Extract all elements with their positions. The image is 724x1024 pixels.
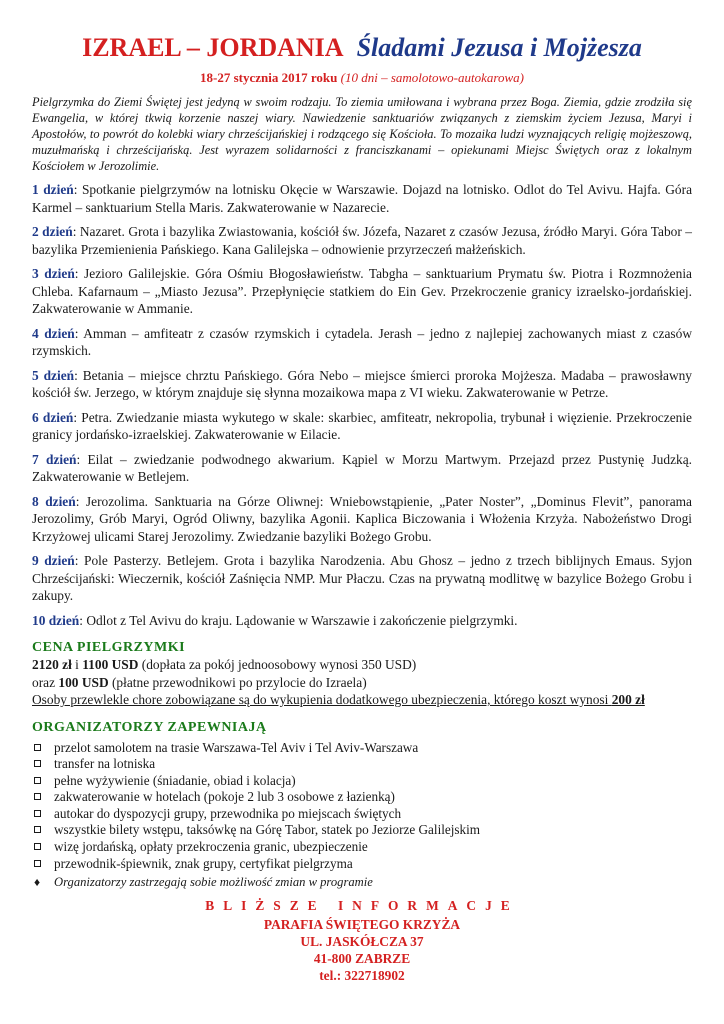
diamond-bullet-icon: ♦: [34, 875, 41, 890]
contact-city: 41-800 ZABRZE: [313, 951, 411, 967]
itinerary-day: [32, 612, 692, 630]
checkbox-bullet-icon: [34, 777, 41, 784]
list-item: [32, 789, 692, 806]
contact-parish: PARAFIA ŚWIĘTEGO KRZYŻA: [263, 917, 461, 933]
list-item-text: przewodnik-śpiewnik, znak grupy, certyfikat pielgrzyma: [54, 855, 353, 871]
price-insurance-line: [32, 691, 692, 709]
trip-dates: [32, 70, 692, 86]
day-label: 7 dzień: [32, 451, 77, 467]
itinerary: [32, 181, 692, 629]
price-guide-prefix: oraz: [32, 674, 59, 690]
checkbox-bullet-icon: [34, 826, 41, 833]
day-label: 10 dzień: [32, 612, 80, 628]
note-text: Organizatorzy zastrzegają sobie możliwość zmian w programie: [54, 875, 373, 890]
itinerary-day: [32, 325, 692, 360]
price-guide-note: (płatne przewodnikowi po przylocie do Izraela): [108, 674, 367, 690]
day-text: : Jezioro Galilejskie. Góra Ośmiu Błogosławieństw. Tabgha – sanktuarium Prymatu św. Piotra i Rozmnożenia Chleba. Kafarnaum – „Miasto Jezusa”. Przepłynięcie statkiem do Ein Gev. Przekroczenie granicy izraelsko-jordańskiej. Zakwaterowanie w Ammanie.: [32, 266, 692, 316]
price-conjunction: i: [71, 657, 83, 672]
day-text: : Odlot z Tel Avivu do kraju. Lądowanie w Warszawie i zakończenie pielgrzymki.: [79, 612, 518, 628]
itinerary-day: [32, 367, 692, 402]
list-item: [32, 822, 692, 839]
list-item-text: pełne wyżywienie (śniadanie, obiad i kolacja): [54, 772, 296, 788]
list-item: [32, 856, 692, 873]
list-item: [32, 740, 692, 757]
list-item: [32, 806, 692, 823]
contact-street: UL. JASKÓŁCZA 37: [300, 934, 424, 950]
day-label: 8 dzień: [32, 493, 76, 509]
title-main: IZRAEL – JORDANIA: [82, 33, 344, 62]
price-block: [32, 656, 692, 709]
itinerary-day: [32, 409, 692, 444]
itinerary-day: [32, 451, 692, 486]
day-label: 4 dzień: [32, 325, 75, 341]
organizers-heading: ORGANIZATORZY ZAPEWNIAJĄ: [32, 719, 267, 735]
day-text: : Petra. Zwiedzanie miasta wykutego w skale: skarbiec, amfiteatr, nekropolia, trybunał i więzienie. Przekroczenie granicy jordańsko-izraelskiej. Zakwaterowanie w Eilacie.: [32, 409, 692, 442]
day-label: 2 dzień: [32, 224, 73, 239]
checkbox-bullet-icon: [34, 860, 41, 867]
day-text: : Jerozolima. Sanktuaria na Górze Oliwnej: Wniebowstąpienie, „Pater Noster”, „Dominus Flevit”, panorama Jerozolimy, Grób Maryi, Ogród Oliwny, bazylika Agonii. Kaplica Biczowania i Włożenia Krzyża. Nabożeństwo Drogi Krzyżowej ulicami Starej Jerozolimy. Zwiedzanie bazyliki Bożego Grobu.: [32, 493, 693, 544]
day-text: : Nazaret. Grota i bazylika Zwiastowania, kościół św. Józefa, Nazaret z czasów Jezusa, źródło Maryi. Góra Tabor – bazylika Przemienienia Pańskiego. Kana Galilejska – odnowienie przyrzeczeń małżeńskich.: [32, 224, 692, 257]
day-text: : Amman – amfiteatr z czasów rzymskich i cytadela. Jerash – jedno z najlepiej zachowanych miast z czasów rzymskich.: [32, 325, 692, 358]
list-item-text: autokar do dyspozycji grupy, przewodnika po miejscach świętych: [54, 805, 402, 821]
price-usd: 1100 USD: [82, 657, 139, 672]
price-single-room: (dopłata za pokój jednoosobowy wynosi 350 USD): [138, 657, 417, 672]
program-change-note: [32, 874, 692, 891]
day-label: 3 dzień: [32, 266, 75, 281]
page-title: [32, 0, 692, 64]
day-text: : Spotkanie pielgrzymów na lotnisku Okęcie w Warszawie. Dojazd na lotnisko. Odlot do Tel Avivu. Hajfa. Góra Karmel – sanktuarium Stella Maris. Zakwaterowanie w Nazarecie.: [32, 182, 693, 215]
itinerary-day: [32, 552, 692, 605]
price-line-guide: [32, 674, 692, 692]
insurance-text: Osoby przewlekle chore zobowiązane są do wykupienia dodatkowego ubezpieczenia, którego koszt wynosi: [32, 692, 612, 707]
contact-heading: BLIŻSZE INFORMACJE: [205, 898, 519, 914]
list-item: [32, 773, 692, 790]
list-item-text: wszystkie bilety wstępu, taksówkę na Górę Tabor, statek po Jeziorze Galilejskim: [54, 822, 481, 838]
list-item: [32, 839, 692, 856]
price-pln: 2120 zł: [32, 657, 72, 672]
list-item-text: transfer na lotniska: [54, 756, 156, 772]
price-heading: CENA PIELGRZYMKI: [32, 640, 186, 655]
day-text: : Betania – miejsce chrztu Pańskiego. Góra Nebo – miejsce śmierci proroka Mojżesza. Madaba – prawosławny kościół św. Jerzego, w którym znajduje się słynna mozaikowa mapa z VI wieku. Zakwaterowanie w Petrze.: [32, 367, 693, 400]
day-label: 1 dzień: [32, 182, 74, 197]
day-label: 6 dzień: [32, 409, 74, 425]
day-text: : Pole Pasterzy. Betlejem. Grota i bazylika Narodzenia. Abu Ghosz – jedno z trzech biblijnych Emaus. Syjon Chrześcijański: Wieczernik, kościół Zaśnięcia NMP. Mur Płaczu. Czas na prywatną modlitwę w bazylice Bożego Grobu i zakupy.: [32, 553, 693, 603]
checkbox-bullet-icon: [34, 760, 41, 767]
itinerary-day: [32, 493, 692, 546]
list-item: [32, 756, 692, 773]
price-guide-usd: 100 USD: [58, 674, 109, 690]
dates-range: 18-27 stycznia 2017 roku: [200, 70, 338, 85]
list-item-text: przelot samolotem na trasie Warszawa-Tel Aviv i Tel Aviv-Warszawa: [54, 739, 419, 755]
checkbox-bullet-icon: [34, 793, 41, 800]
price-line-main: [32, 656, 692, 674]
itinerary-day: [32, 265, 692, 318]
contact-block: [32, 897, 692, 984]
list-item-text: wizę jordańską, opłaty przekroczenia granic, ubezpieczenie: [54, 839, 368, 855]
title-subtitle: Śladami Jezusa i Mojżesza: [356, 33, 642, 62]
itinerary-day: [32, 181, 692, 216]
checkbox-bullet-icon: [34, 843, 41, 850]
itinerary-day: [32, 223, 692, 258]
contact-phone: tel.: 322718902: [319, 968, 405, 984]
checkbox-bullet-icon: [34, 744, 41, 751]
insurance-cost: 200 zł: [611, 692, 645, 707]
checkbox-bullet-icon: [34, 810, 41, 817]
list-item-text: zakwaterowanie w hotelach (pokoje 2 lub 3 osobowe z łazienką): [54, 789, 395, 805]
organizers-list: [32, 740, 692, 873]
day-label: 5 dzień: [32, 367, 75, 383]
day-label: 9 dzień: [32, 553, 75, 568]
day-text: : Eilat – zwiedzanie podwodnego akwarium. Kąpiel w Morzu Martwym. Przejazd przez Pustynię Judzką. Zakwaterowanie w Betlejem.: [32, 451, 693, 484]
dates-description: (10 dni – samolotowo-autokarowa): [340, 70, 524, 85]
intro-paragraph: Pielgrzymka do Ziemi Świętej jest jedyną w swoim rodzaju. To ziemia umiłowana i wybrana przez Boga. Ziemia, gdzie zrodziła się Ewangelia, w której tkwią korzenie naszej wiary. Nawiedzenie sanktuariów związanych z ziemskim życiem Jezusa, Maryi i Apostołów, to powrót do kolebki wiary chrześcijańskiej i rodzącego się Kościoła. To mozaika ludzi wyznających religię mojżeszową, muzułmańską i chrześcijańską. Jest wyrazem solidarności z franciszkanami – opiekunami Miejsc Świętych oraz z lokalnym Kościołem w Jerozolimie.: [32, 95, 692, 173]
